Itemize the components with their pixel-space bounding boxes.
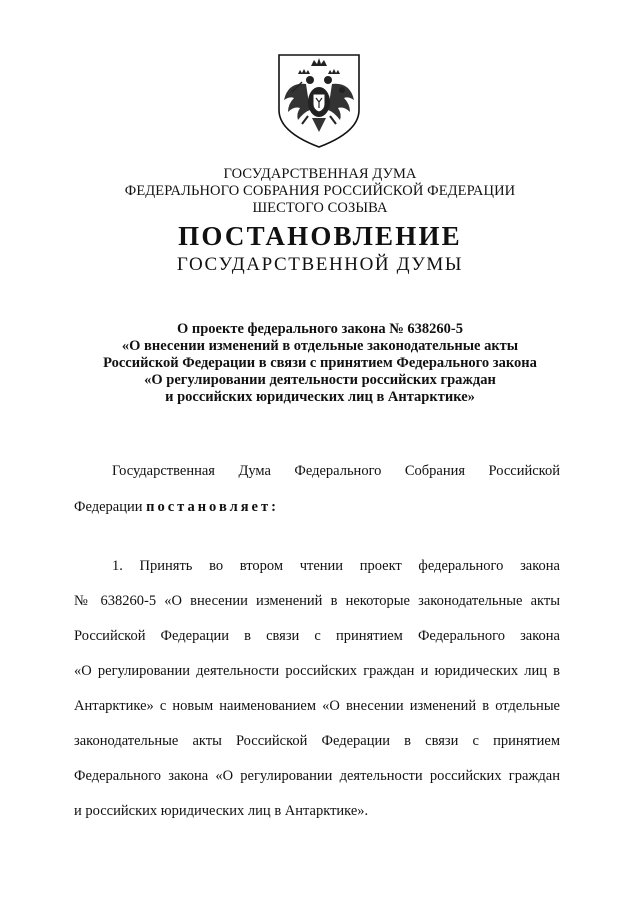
header-line-2: ФЕДЕРАЛЬНОГО СОБРАНИЯ РОССИЙСКОЙ ФЕДЕРАЦИИ [124, 183, 516, 199]
document-issuer-title: ГОСУДАРСТВЕННОЙ ДУМЫ [176, 254, 464, 275]
resolution-subject [0, 321, 640, 406]
preamble-line-start: Федерации [74, 499, 147, 515]
subject-line: и российских юридических лиц в Антарктике» [165, 389, 475, 405]
document-type-title: ПОСТАНОВЛЕНИЕ [178, 221, 462, 251]
subject-line: Российской Федерации в связи с принятием Федерального закона [103, 355, 537, 371]
preamble-line: Государственная Дума Федерального Собрания Российской [112, 463, 560, 479]
item-line: и российских юридических лиц в Антарктике». [74, 803, 369, 819]
issuing-body-header [0, 166, 640, 217]
item-line: Федерального закона «О регулировании деятельности российских граждан [74, 768, 560, 784]
operative-verb: постановляет: [146, 499, 279, 515]
item-line: Российской Федерации в связи с принятием Федерального закона [74, 628, 560, 644]
item-line: 1. Принять во втором чтении проект федерального закона [112, 558, 560, 574]
subject-line: «О внесении изменений в отдельные законодательные акты [121, 338, 519, 354]
subject-line: «О регулировании деятельности российских граждан [144, 372, 496, 388]
item-line: № 638260-5 «О внесении изменений в некоторые законодательные акты [74, 593, 560, 609]
item-line: «О регулировании деятельности российских граждан и юридических лиц в [74, 663, 560, 679]
preamble-line [74, 498, 279, 516]
header-line-3: ШЕСТОГО СОЗЫВА [252, 200, 388, 216]
subject-line: О проекте федерального закона № 638260-5 [176, 321, 464, 337]
item-line: Антарктике» с новым наименованием «О внесении изменений в отдельные [74, 698, 560, 714]
coat-of-arms-icon [276, 52, 362, 150]
item-line: законодательные акты Российской Федерации в связи с принятием [74, 733, 560, 749]
header-line-1: ГОСУДАРСТВЕННАЯ ДУМА [223, 166, 417, 182]
